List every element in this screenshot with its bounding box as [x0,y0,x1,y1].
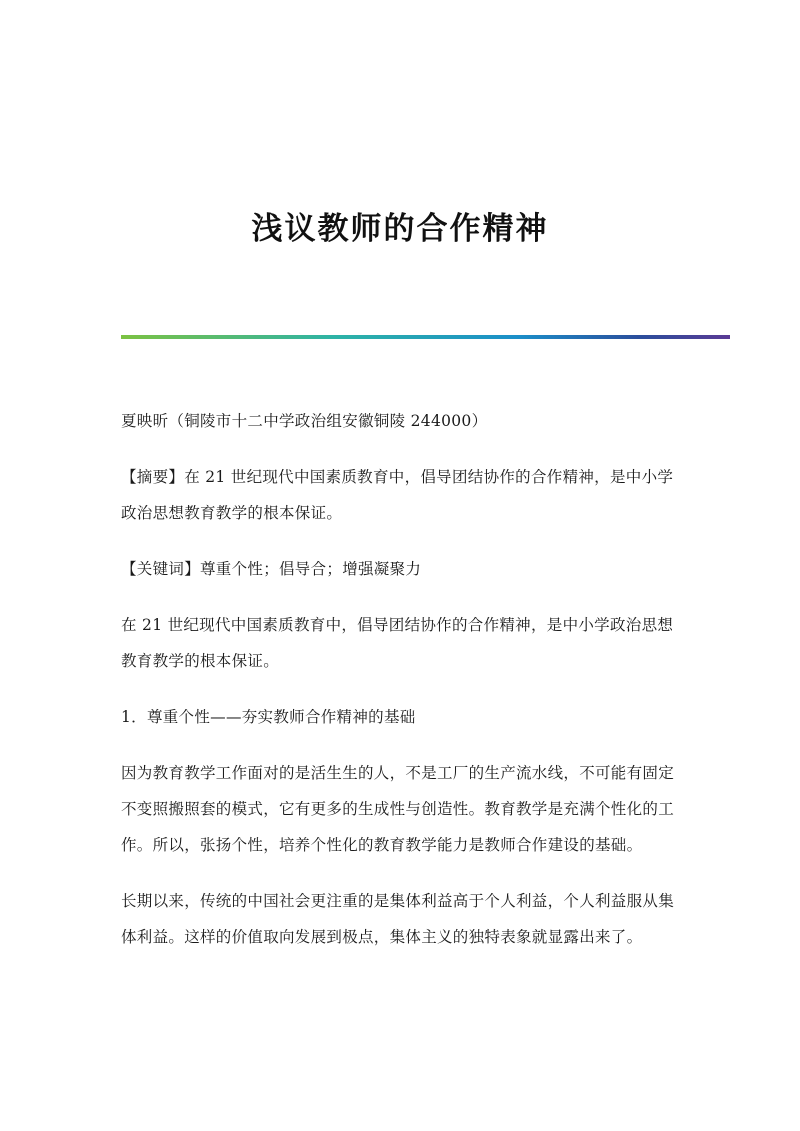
body-paragraph: 长期以来，传统的中国社会更注重的是集体利益高于个人利益，个人利益服从集体利益。这样的价值取向发展到极点，集体主义的独特表象就显露出来了。 [121,892,675,946]
section-heading: 1．尊重个性——夯实教师合作精神的基础 [121,708,416,726]
document-title: 浅议教师的合作精神 [251,210,549,247]
author-line: 夏映昕（铜陵市十二中学政治组安徽铜陵 244000） [121,412,488,430]
document-body [121,403,681,975]
intro-paragraph: 在 21 世纪现代中国素质教育中，倡导团结协作的合作精神，是中小学政治思想教育教学的根本保证。 [121,616,674,670]
abstract: 【摘要】在 21 世纪现代中国素质教育中，倡导团结协作的合作精神，是中小学政治思想教育教学的根本保证。 [121,468,674,522]
title-divider [121,335,730,339]
body-paragraph: 因为教育教学工作面对的是活生生的人，不是工厂的生产流水线，不可能有固定不变照搬照套的模式，它有更多的生成性与创造性。教育教学是充满个性化的工作。所以，张扬个性，培养个性化的教育教学能力是教师合作建设的基础。 [121,764,675,854]
keywords: 【关键词】尊重个性；倡导合；增强凝聚力 [121,560,422,578]
